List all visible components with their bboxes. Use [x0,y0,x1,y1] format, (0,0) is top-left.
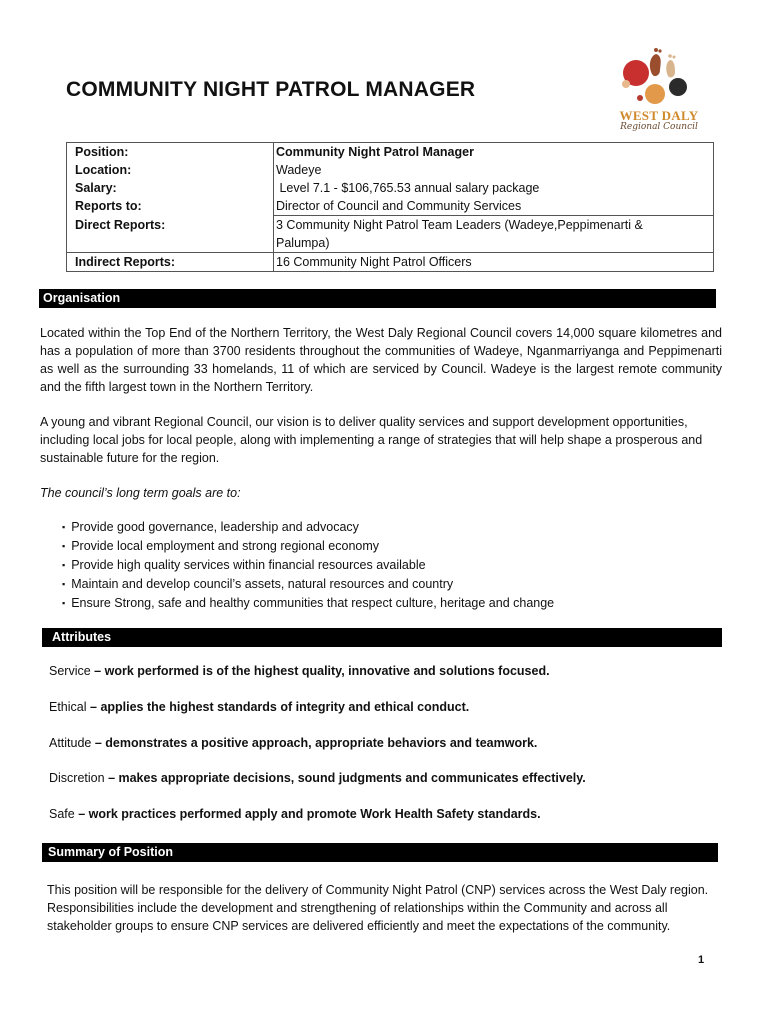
location-label: Location: [67,161,274,179]
table-row [67,161,714,179]
attribute-name: Discretion [49,771,105,785]
table-row [67,179,714,197]
organisation-paragraph-1: Located within the Top End of the Northern Territory, the West Daly Regional Council covers 14,000 square kilometres and has a population of more than 3700 residents throughout the communities of Wadeye, Nganmarriyanga and Peppimenarti as well as the surrounding 33 homelands, 11 of which are serviced by Council. Wadeye is the largest remote community and the fifth largest town in the Northern Territory. [40,326,722,394]
attribute-safe [49,805,541,823]
attribute-name: Service [49,664,91,678]
attribute-name: Safe [49,807,75,821]
position-value: Community Night Patrol Manager [274,143,714,162]
attributes-heading: Attributes [42,628,722,647]
list-item: ▪ Provide good governance, leadership and advocacy [62,518,554,537]
attribute-name: Attitude [49,736,92,750]
direct-reports-value [274,216,714,253]
goals-list [62,518,554,613]
reports-to-label: Reports to: [67,197,274,216]
reports-to-value: Director of Council and Community Services [274,197,714,216]
table-row [67,253,714,272]
salary-value: Level 7.1 - $106,765.53 annual salary package [274,179,714,197]
indirect-reports-label: Indirect Reports: [67,253,274,272]
position-info-table [66,142,714,272]
organisation-heading: Organisation [39,289,716,308]
attribute-desc: – demonstrates a positive approach, appropriate behaviors and teamwork. [94,736,538,750]
attribute-ethical [49,698,469,716]
attribute-service [49,662,550,680]
list-item: ▪ Provide high quality services within financial resources available [62,556,554,575]
attribute-discretion [49,769,586,787]
attribute-desc: – work performed is of the highest quality, innovative and solutions focused. [94,664,550,678]
direct-reports-line1: 3 Community Night Patrol Team Leaders (Wadeye,Peppimenarti & [276,218,643,232]
attribute-desc: – makes appropriate decisions, sound judgments and communicates effectively. [108,771,586,785]
list-item: ▪ Maintain and develop council’s assets, natural resources and country [62,575,554,594]
indirect-reports-value: 16 Community Night Patrol Officers [274,253,714,272]
attribute-name: Ethical [49,700,87,714]
page-title: COMMUNITY NIGHT PATROL MANAGER [66,78,476,101]
direct-reports-line2: Palumpa) [276,236,330,250]
list-item: ▪ Ensure Strong, safe and healthy communities that respect culture, heritage and change [62,594,554,613]
attribute-desc: – work practices performed apply and promote Work Health Safety standards. [78,807,541,821]
table-row [67,197,714,216]
summary-paragraph: This position will be responsible for the delivery of Community Night Patrol (CNP) services across the West Daly region. Responsibilities include the development and strengthening of relationships within the Community and across all stakeholder groups to ensure CNP services are delivered efficiently and meet the expectations of the community. [47,883,709,933]
direct-reports-label: Direct Reports: [67,216,274,253]
organisation-paragraph-2: A young and vibrant Regional Council, our vision is to deliver quality services and support development opportunities, including local jobs for local people, along with implementing a range of strategies that will help shape a prosperous and sustainable future for the region. [40,415,703,465]
page-number: 1 [698,954,705,966]
goals-intro: The council’s long term goals are to: [40,486,241,500]
attribute-attitude [49,734,537,752]
position-label: Position: [67,143,274,162]
salary-label: Salary: [67,179,274,197]
attribute-desc: – applies the highest standards of integrity and ethical conduct. [90,700,470,714]
summary-heading: Summary of Position [42,843,718,862]
logo-text [614,108,704,132]
list-item: ▪ Provide local employment and strong regional economy [62,537,554,556]
table-row [67,216,714,253]
table-row [67,143,714,162]
logo-main-text: WEST DALY [619,108,699,123]
location-value: Wadeye [274,161,714,179]
logo-sub-text: Regional Council [620,122,698,132]
